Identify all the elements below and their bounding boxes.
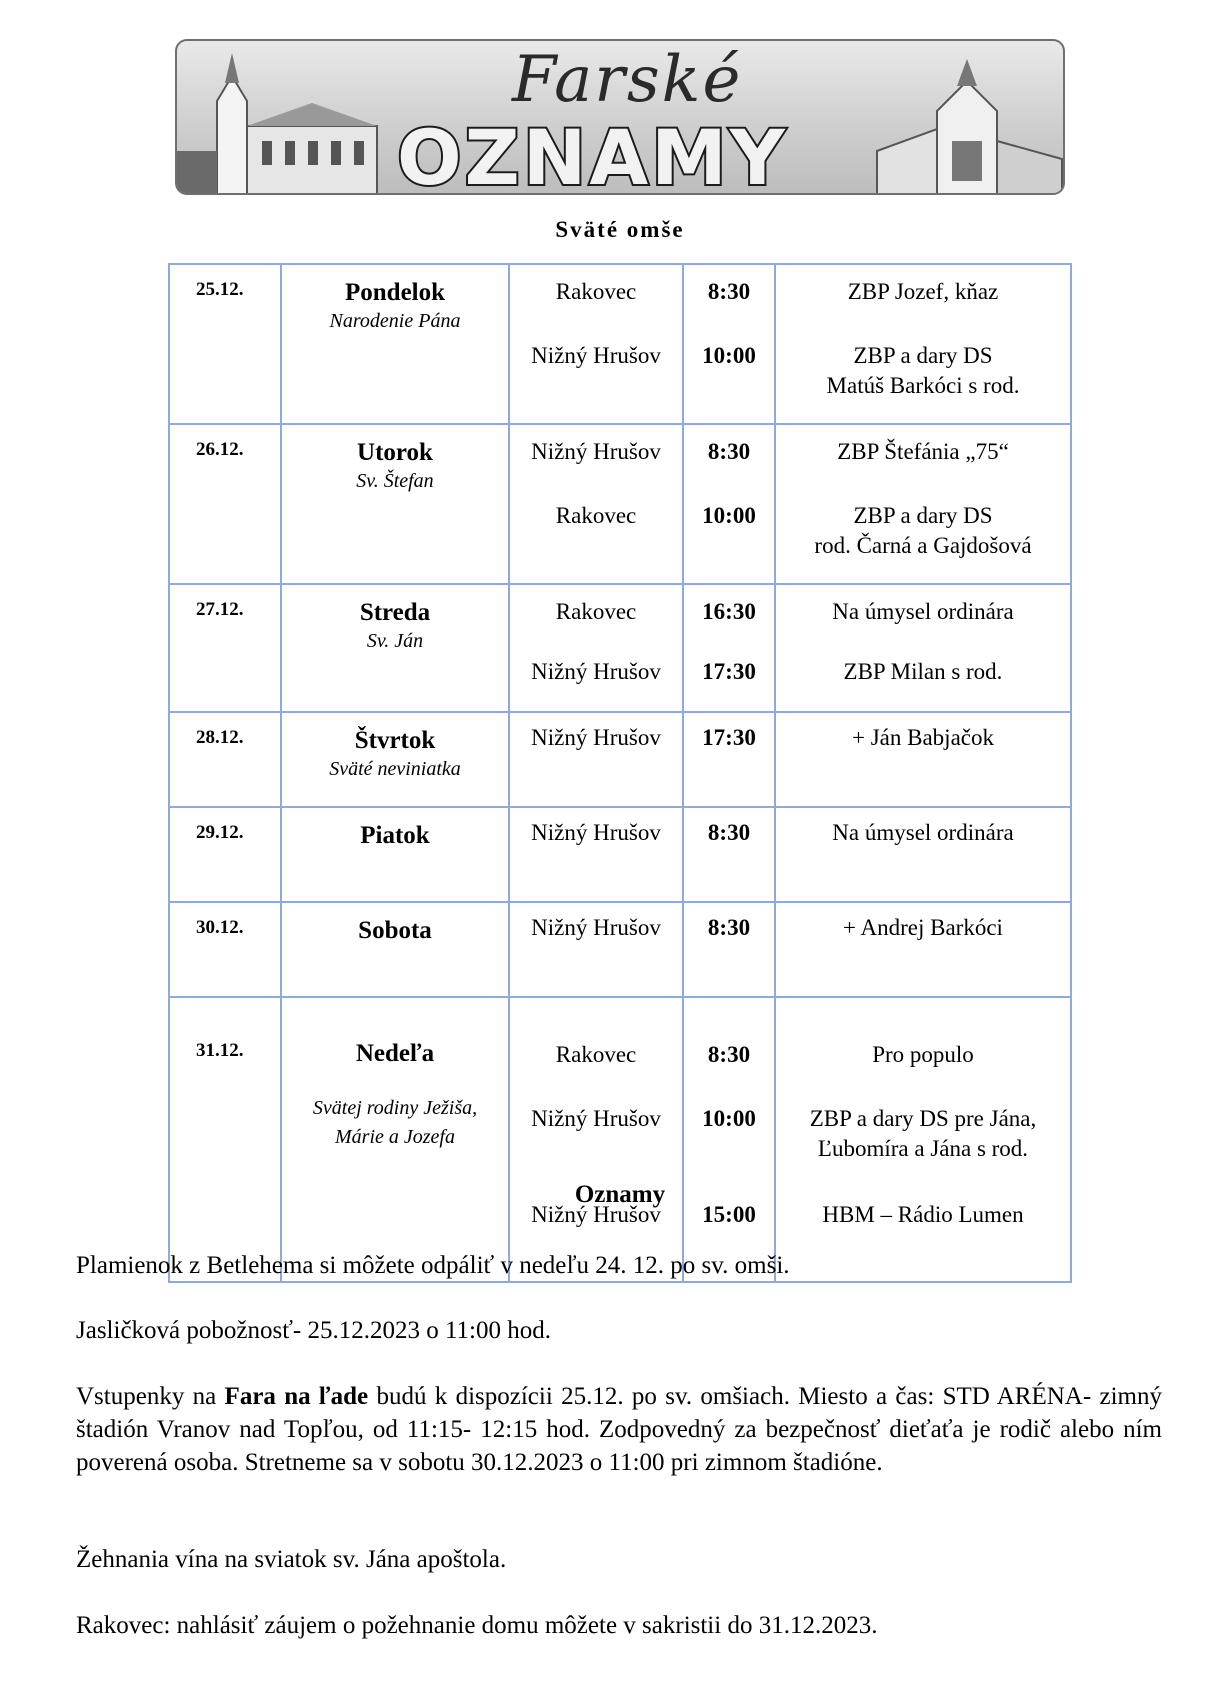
day-name: Streda <box>359 599 431 626</box>
intention: Ľubomíra a Jána s rod. <box>817 1136 1029 1161</box>
day-name: Pondelok <box>344 279 446 306</box>
day-name: Štvrtok <box>354 727 436 754</box>
date-cell: 31.12. <box>169 997 281 1282</box>
intention-cell <box>775 997 1071 1282</box>
header-banner <box>175 39 1065 195</box>
day-cell <box>281 264 509 424</box>
place-cell: Nižný Hrušov <box>509 712 683 807</box>
time: 8:30 <box>707 1042 751 1067</box>
table-row <box>169 807 1071 902</box>
feast-name: Sv. Štefan <box>356 470 434 492</box>
banner-main-title: OZNAMY <box>397 113 788 195</box>
mass-schedule-table <box>168 263 1072 1283</box>
intention-cell <box>775 424 1071 584</box>
table-row <box>169 584 1071 712</box>
intention: ZBP Milan s rod. <box>843 659 1003 684</box>
place: Nižný Hrušov <box>531 1106 661 1131</box>
day-name: Utorok <box>357 439 433 466</box>
time: 16:30 <box>702 599 756 624</box>
place: Rakovec <box>555 279 637 304</box>
date-cell: 26.12. <box>169 424 281 584</box>
intention: ZBP a dary DS pre Jána, <box>809 1106 1037 1131</box>
time: 10:00 <box>702 503 756 528</box>
time: 8:30 <box>707 279 751 304</box>
intention: ZBP Štefánia „75“ <box>837 439 1009 464</box>
place-cell <box>509 997 683 1282</box>
banner-script-title: Farské <box>512 43 743 117</box>
event-name: Fara na ľade <box>224 1383 369 1410</box>
intention: HBM – Rádio Lumen <box>822 1202 1024 1227</box>
place-cell <box>509 264 683 424</box>
time-cell <box>683 997 775 1282</box>
time: 10:00 <box>702 1106 756 1131</box>
time: 10:00 <box>702 343 756 368</box>
announcement-paragraph: Rakovec: nahlásiť záujem o požehnanie domu môžete v sakristii do 31.12.2023. <box>76 1612 878 1639</box>
feast-name: Márie a Jozefa <box>335 1126 455 1148</box>
place: Nižný Hrušov <box>531 439 661 464</box>
intention: ZBP a dary DS <box>853 503 993 528</box>
day-cell <box>281 712 509 807</box>
place: Rakovec <box>555 1042 637 1067</box>
table-row <box>169 997 1071 1282</box>
time: 17:30 <box>702 659 756 684</box>
intention-cell: Na úmysel ordinára <box>775 807 1071 902</box>
day-cell <box>281 584 509 712</box>
feast-name: Sv. Ján <box>366 630 424 652</box>
place-cell <box>509 424 683 584</box>
intention: Na úmysel ordinára <box>832 599 1014 624</box>
feast-name: Narodenie Pána <box>329 310 461 332</box>
intention-cell <box>775 264 1071 424</box>
announcements-title: Oznamy <box>574 1181 666 1208</box>
date-cell: 25.12. <box>169 264 281 424</box>
time-cell: 8:30 <box>683 902 775 997</box>
intention: Matúš Barkóci s rod. <box>826 373 1020 398</box>
place: Nižný Hrušov <box>531 343 661 368</box>
place-cell: Nižný Hrušov <box>509 807 683 902</box>
intention: ZBP a dary DS <box>853 343 993 368</box>
feast-name: Sväté neviniatka <box>329 758 461 780</box>
place: Rakovec <box>555 599 637 624</box>
announcement-text: budú k dispozícii 25.12. po sv. omšiach. Miesto a čas: STD ARÉNA- zimný štadión Vranov nad Topľou, od 11:15- 12:15 hod. Zodpovedný za bezpečnosť dieťaťa je rodič alebo ním poverená osoba. Stretneme sa v sobotu 30.12.2023 o 11:00 pri zimnom štadióne. <box>76 1383 1162 1476</box>
feast-name: Svätej rodiny Ježiša, <box>312 1097 478 1119</box>
day-cell <box>281 902 509 997</box>
place: Nižný Hrušov <box>531 659 661 684</box>
time: 8:30 <box>707 439 751 464</box>
place: Rakovec <box>555 503 637 528</box>
time: 15:00 <box>702 1202 756 1227</box>
announcement-paragraph: Žehnania vína na sviatok sv. Jána apoštola. <box>76 1546 507 1573</box>
schedule-title: Sväté omše <box>555 217 685 242</box>
time-cell <box>683 264 775 424</box>
table-row <box>169 424 1071 584</box>
intention: ZBP Jozef, kňaz <box>847 279 999 304</box>
day-name: Nedeľa <box>355 1040 435 1067</box>
day-cell <box>281 997 509 1282</box>
day-name: Sobota <box>358 917 432 944</box>
intention: Pro populo <box>872 1042 974 1067</box>
table-row <box>169 264 1071 424</box>
time-cell: 8:30 <box>683 807 775 902</box>
table-row <box>169 902 1071 997</box>
place-cell: Nižný Hrušov <box>509 902 683 997</box>
intention-cell: + Andrej Barkóci <box>775 902 1071 997</box>
day-cell <box>281 424 509 584</box>
intention-cell: + Ján Babjačok <box>775 712 1071 807</box>
date-cell: 29.12. <box>169 807 281 902</box>
place-cell <box>509 584 683 712</box>
date-cell: 30.12. <box>169 902 281 997</box>
announcement-paragraph <box>76 1380 1162 1479</box>
date-cell: 28.12. <box>169 712 281 807</box>
time-cell: 17:30 <box>683 712 775 807</box>
table-row <box>169 712 1071 807</box>
time-cell <box>683 424 775 584</box>
announcement-paragraph: Plamienok z Betlehema si môžete odpáliť v nedeľu 24. 12. po sv. omši. <box>76 1252 790 1279</box>
day-name: Piatok <box>360 822 430 849</box>
place: Nižný Hrušov <box>531 1202 661 1227</box>
time-cell <box>683 584 775 712</box>
day-cell <box>281 807 509 902</box>
intention: rod. Čarná a Gajdošová <box>814 533 1032 558</box>
announcement-paragraph: Jasličková pobožnosť- 25.12.2023 o 11:00 hod. <box>76 1317 551 1344</box>
announcement-text: Vstupenky na <box>76 1383 225 1410</box>
date-cell: 27.12. <box>169 584 281 712</box>
intention-cell <box>775 584 1071 712</box>
